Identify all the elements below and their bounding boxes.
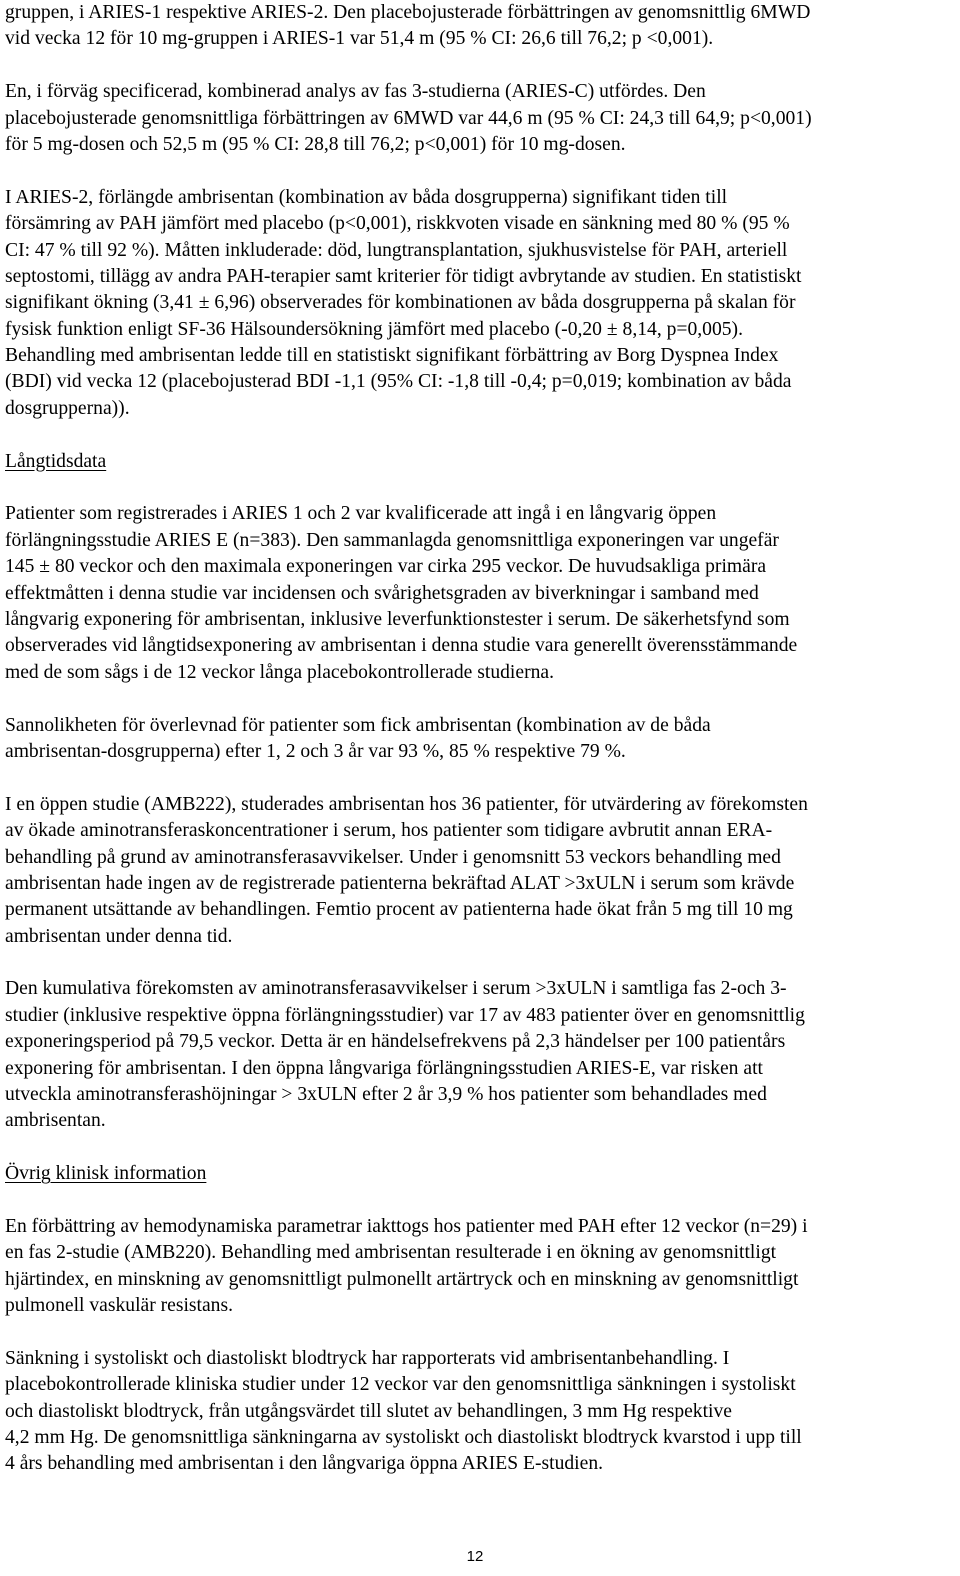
- text-line: hjärtindex, en minskning av genomsnittligt pulmonellt artärtryck och en minskning av genomsnittligt: [5, 1268, 799, 1290]
- text-line: Den kumulativa förekomsten av aminotransferasavvikelser i serum >3xULN i samtliga fas 2-och 3-: [5, 978, 787, 1000]
- text-line: signifikant ökning (3,41 ± 6,96) observerades för kombinationen av båda dosgrupperna på skalan för: [5, 292, 796, 314]
- text-line: Behandling med ambrisentan ledde till en statistiskt signifikant förbättring av Borg Dyspnea Index: [5, 345, 779, 367]
- document-page: [5, 0, 955, 1478]
- text-line: och diastoliskt blodtryck, från utgångsvärdet till slutet av behandlingen, 3 mm Hg respektive: [5, 1400, 732, 1422]
- paragraph-spacer: [5, 765, 955, 791]
- text-line: septostomi, tillägg av andra PAH-terapier samt kriterier för tidigt avbrytande av studien. En statistiskt: [5, 265, 802, 287]
- paragraph: [5, 976, 955, 1134]
- text-line: 4,2 mm Hg. De genomsnittliga sänkningarna av systoliskt och diastoliskt blodtryck kvarstod i upp till: [5, 1427, 802, 1449]
- text-line: placebojusterade genomsnittliga förbättringen av 6MWD var 44,6 m (95 % CI: 24,3 till 64,9; p<0,001): [5, 107, 812, 129]
- text-line: observerades vid långtidsexponering av ambrisentan i denna studie vara generellt överensstämmande: [5, 635, 798, 657]
- text-line: En, i förväg specificerad, kombinerad analys av fas 3-studierna (ARIES-C) utfördes. Den: [5, 81, 706, 103]
- text-line: vid vecka 12 för 10 mg-gruppen i ARIES-1 var 51,4 m (95 % CI: 26,6 till 76,2; p <0,001).: [5, 28, 714, 50]
- paragraph: [5, 185, 955, 423]
- text-line: ambrisentan under denna tid.: [5, 925, 233, 947]
- section-heading: [5, 1161, 955, 1187]
- paragraph: [5, 79, 955, 158]
- paragraph: [5, 501, 955, 686]
- text-line: en fas 2-studie (AMB220). Behandling med ambrisentan resulterade i en ökning av genomsnittligt: [5, 1242, 777, 1264]
- text-line: Sänkning i systoliskt och diastoliskt blodtryck har rapporterats vid ambrisentanbehandling. I: [5, 1347, 730, 1369]
- text-line: behandling på grund av aminotransferasavvikelser. Under i genomsnitt 53 veckors behandling med: [5, 846, 781, 868]
- text-line: exponeringsperiod på 79,5 veckor. Detta är en händelsefrekvens på 2,3 händelser per 100 patientårs: [5, 1031, 786, 1053]
- paragraph-spacer: [5, 475, 955, 501]
- paragraph: [5, 713, 955, 766]
- paragraph: [5, 1214, 955, 1320]
- paragraph: [5, 1346, 955, 1478]
- text-line: med de som sågs i de 12 veckor långa placebokontrollerade studierna.: [5, 661, 554, 683]
- text-line: studier (inklusive respektive öppna förlängningsstudier) var 17 av 483 patienter över en genomsnittlig: [5, 1004, 805, 1026]
- text-line: I ARIES-2, förlängde ambrisentan (kombination av båda dosgrupperna) signifikant tiden till: [5, 186, 728, 208]
- text-line: långvarig exponering för ambrisentan, inklusive leverfunktionstester i serum. De säkerhetsfynd som: [5, 608, 790, 630]
- paragraph-spacer: [5, 1320, 955, 1346]
- text-line: pulmonell vaskulär resistans.: [5, 1295, 234, 1317]
- text-line: ambrisentan-dosgrupperna) efter 1, 2 och 3 år var 93 %, 85 % respektive 79 %.: [5, 740, 626, 762]
- text-line: dosgrupperna)).: [5, 397, 130, 419]
- paragraph-spacer: [5, 53, 955, 79]
- text-line: I en öppen studie (AMB222), studerades ambrisentan hos 36 patienter, för utvärdering av förekomsten: [5, 793, 808, 815]
- heading-text: Övrig klinisk information: [5, 1163, 207, 1185]
- paragraph-spacer: [5, 422, 955, 448]
- heading-text: Långtidsdata: [5, 450, 107, 472]
- paragraph-spacer: [5, 950, 955, 976]
- text-line: utveckla aminotransferashöjningar > 3xULN efter 2 år 3,9 % hos patienter som behandlades med: [5, 1084, 767, 1106]
- text-line: ambrisentan.: [5, 1110, 106, 1132]
- text-line: försämring av PAH jämfört med placebo (p<0,001), riskkvoten visade en sänkning med 80 % (95 %: [5, 213, 790, 235]
- text-line: exponering för ambrisentan. I den öppna långvariga förlängningsstudien ARIES-E, var risken att: [5, 1057, 763, 1079]
- text-line: ambrisentan hade ingen av de registrerade patienterna bekräftad ALAT >3xULN i serum som krävde: [5, 872, 795, 894]
- page-number: 12: [466, 1548, 484, 1565]
- text-line: 4 års behandling med ambrisentan i den långvariga öppna ARIES E-studien.: [5, 1453, 604, 1475]
- text-line: gruppen, i ARIES-1 respektive ARIES-2. Den placebojusterade förbättringen av genomsnittlig 6MWD: [5, 2, 811, 23]
- paragraph: [5, 0, 955, 53]
- paragraph-spacer: [5, 686, 955, 712]
- paragraph-spacer: [5, 158, 955, 184]
- text-line: [5, 1161, 955, 1187]
- text-line: effektmåtten i denna studie var incidensen och svårighetsgraden av biverkningar i samband med: [5, 582, 759, 604]
- paragraph-spacer: [5, 1188, 955, 1214]
- text-line: permanent utsättande av behandlingen. Femtio procent av patienterna hade ökat från 5 mg till 10 mg: [5, 899, 793, 921]
- text-line: [5, 449, 955, 475]
- text-line: placebokontrollerade kliniska studier under 12 veckor var den genomsnittliga sänkningen i systoliskt: [5, 1374, 796, 1396]
- text-line: Sannolikheten för överlevnad för patienter som fick ambrisentan (kombination av de båda: [5, 714, 711, 736]
- text-line: 145 ± 80 veckor och den maximala exponeringen var cirka 295 veckor. De huvudsakliga primära: [5, 556, 767, 578]
- text-line: av ökade aminotransferaskoncentrationer i serum, hos patienter som tidigare avbrutit annan ERA-: [5, 820, 773, 842]
- text-line: En förbättring av hemodynamiska parametrar iakttogs hos patienter med PAH efter 12 veckor (n=29) i: [5, 1215, 808, 1237]
- text-line: fysisk funktion enligt SF-36 Hälsoundersökning jämfört med placebo (-0,20 ± 8,14, p=0,005).: [5, 318, 743, 340]
- text-line: Patienter som registrerades i ARIES 1 och 2 var kvalificerade att ingå i en långvarig öppen: [5, 503, 717, 525]
- text-line: förlängningsstudie ARIES E (n=383). Den sammanlagda genomsnittliga exponeringen var ungefär: [5, 529, 779, 551]
- paragraph: [5, 792, 955, 950]
- text-line: CI: 47 % till 92 %). Måtten inkluderade: död, lungtransplantation, sjukhusvistelse för PAH, arteriell: [5, 239, 788, 261]
- paragraph-spacer: [5, 1135, 955, 1161]
- section-heading: [5, 449, 955, 475]
- text-line: för 5 mg-dosen och 52,5 m (95 % CI: 28,8 till 76,2; p<0,001) för 10 mg-dosen.: [5, 133, 626, 155]
- text-line: (BDI) vid vecka 12 (placebojusterad BDI -1,1 (95% CI: -1,8 till -0,4; p=0,019; kombination av båda: [5, 371, 792, 393]
